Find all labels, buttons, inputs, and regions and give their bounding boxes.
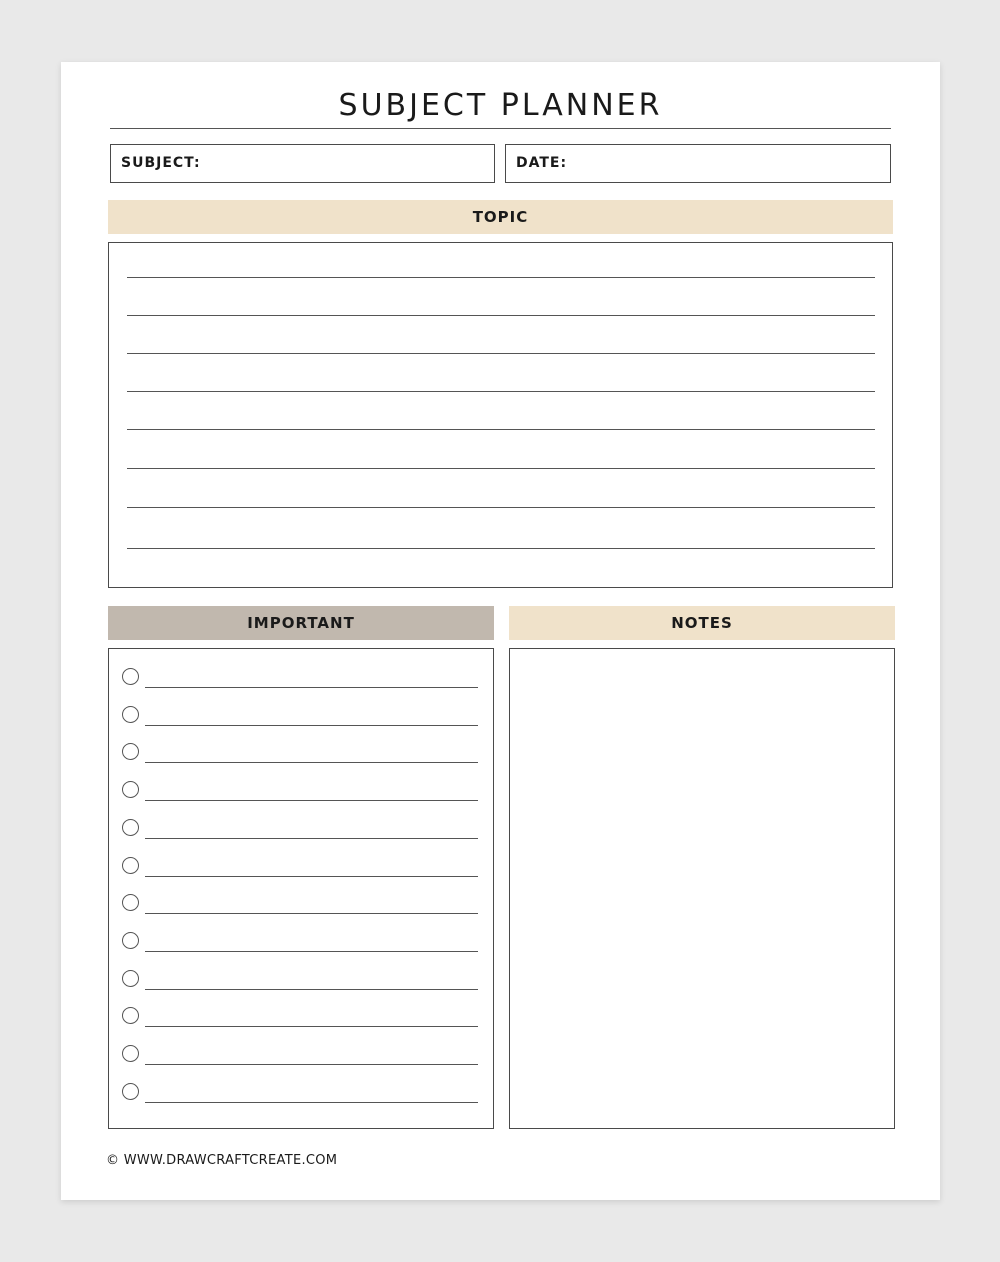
subject-label: SUBJECT:	[121, 155, 201, 171]
notes-box[interactable]	[509, 648, 895, 1129]
title-underline	[110, 128, 891, 129]
topic-writing-line[interactable]	[127, 277, 875, 278]
topic-writing-line[interactable]	[127, 315, 875, 316]
important-list-item	[122, 706, 478, 728]
important-writing-line[interactable]	[145, 951, 478, 952]
important-writing-line[interactable]	[145, 876, 478, 877]
topic-box[interactable]	[108, 242, 893, 588]
planner-sheet	[61, 62, 940, 1200]
checkbox-circle-icon[interactable]	[122, 1083, 139, 1100]
important-writing-line[interactable]	[145, 1102, 478, 1103]
important-writing-line[interactable]	[145, 762, 478, 763]
important-list-item	[122, 781, 478, 803]
important-list-item	[122, 1007, 478, 1029]
important-writing-line[interactable]	[145, 989, 478, 990]
important-header: IMPORTANT	[108, 606, 494, 640]
date-field[interactable]	[505, 144, 891, 183]
important-list-item	[122, 932, 478, 954]
important-list-item	[122, 743, 478, 765]
topic-writing-line[interactable]	[127, 468, 875, 469]
important-box	[108, 648, 494, 1129]
important-list-item	[122, 894, 478, 916]
important-writing-line[interactable]	[145, 687, 478, 688]
important-list-item	[122, 1045, 478, 1067]
checkbox-circle-icon[interactable]	[122, 932, 139, 949]
topic-writing-line[interactable]	[127, 507, 875, 508]
important-list-item	[122, 970, 478, 992]
topic-writing-line[interactable]	[127, 353, 875, 354]
important-writing-line[interactable]	[145, 913, 478, 914]
checkbox-circle-icon[interactable]	[122, 819, 139, 836]
important-list-item	[122, 1083, 478, 1105]
important-list-item	[122, 819, 478, 841]
important-writing-line[interactable]	[145, 1026, 478, 1027]
important-list-item	[122, 857, 478, 879]
topic-writing-line[interactable]	[127, 391, 875, 392]
topic-writing-line[interactable]	[127, 548, 875, 549]
important-writing-line[interactable]	[145, 800, 478, 801]
important-writing-line[interactable]	[145, 838, 478, 839]
checkbox-circle-icon[interactable]	[122, 781, 139, 798]
checkbox-circle-icon[interactable]	[122, 1007, 139, 1024]
page-title: SUBJECT PLANNER	[338, 88, 663, 123]
important-writing-line[interactable]	[145, 725, 478, 726]
important-list-item	[122, 668, 478, 690]
checkbox-circle-icon[interactable]	[122, 894, 139, 911]
important-writing-line[interactable]	[145, 1064, 478, 1065]
topic-writing-line[interactable]	[127, 429, 875, 430]
footer-copyright: © WWW.DRAWCRAFTCREATE.COM	[106, 1153, 338, 1168]
checkbox-circle-icon[interactable]	[122, 668, 139, 685]
notes-header: NOTES	[509, 606, 895, 640]
date-label: DATE:	[516, 155, 568, 171]
subject-field[interactable]	[110, 144, 495, 183]
topic-header: TOPIC	[108, 200, 893, 234]
checkbox-circle-icon[interactable]	[122, 743, 139, 760]
checkbox-circle-icon[interactable]	[122, 857, 139, 874]
checkbox-circle-icon[interactable]	[122, 970, 139, 987]
checkbox-circle-icon[interactable]	[122, 706, 139, 723]
checkbox-circle-icon[interactable]	[122, 1045, 139, 1062]
